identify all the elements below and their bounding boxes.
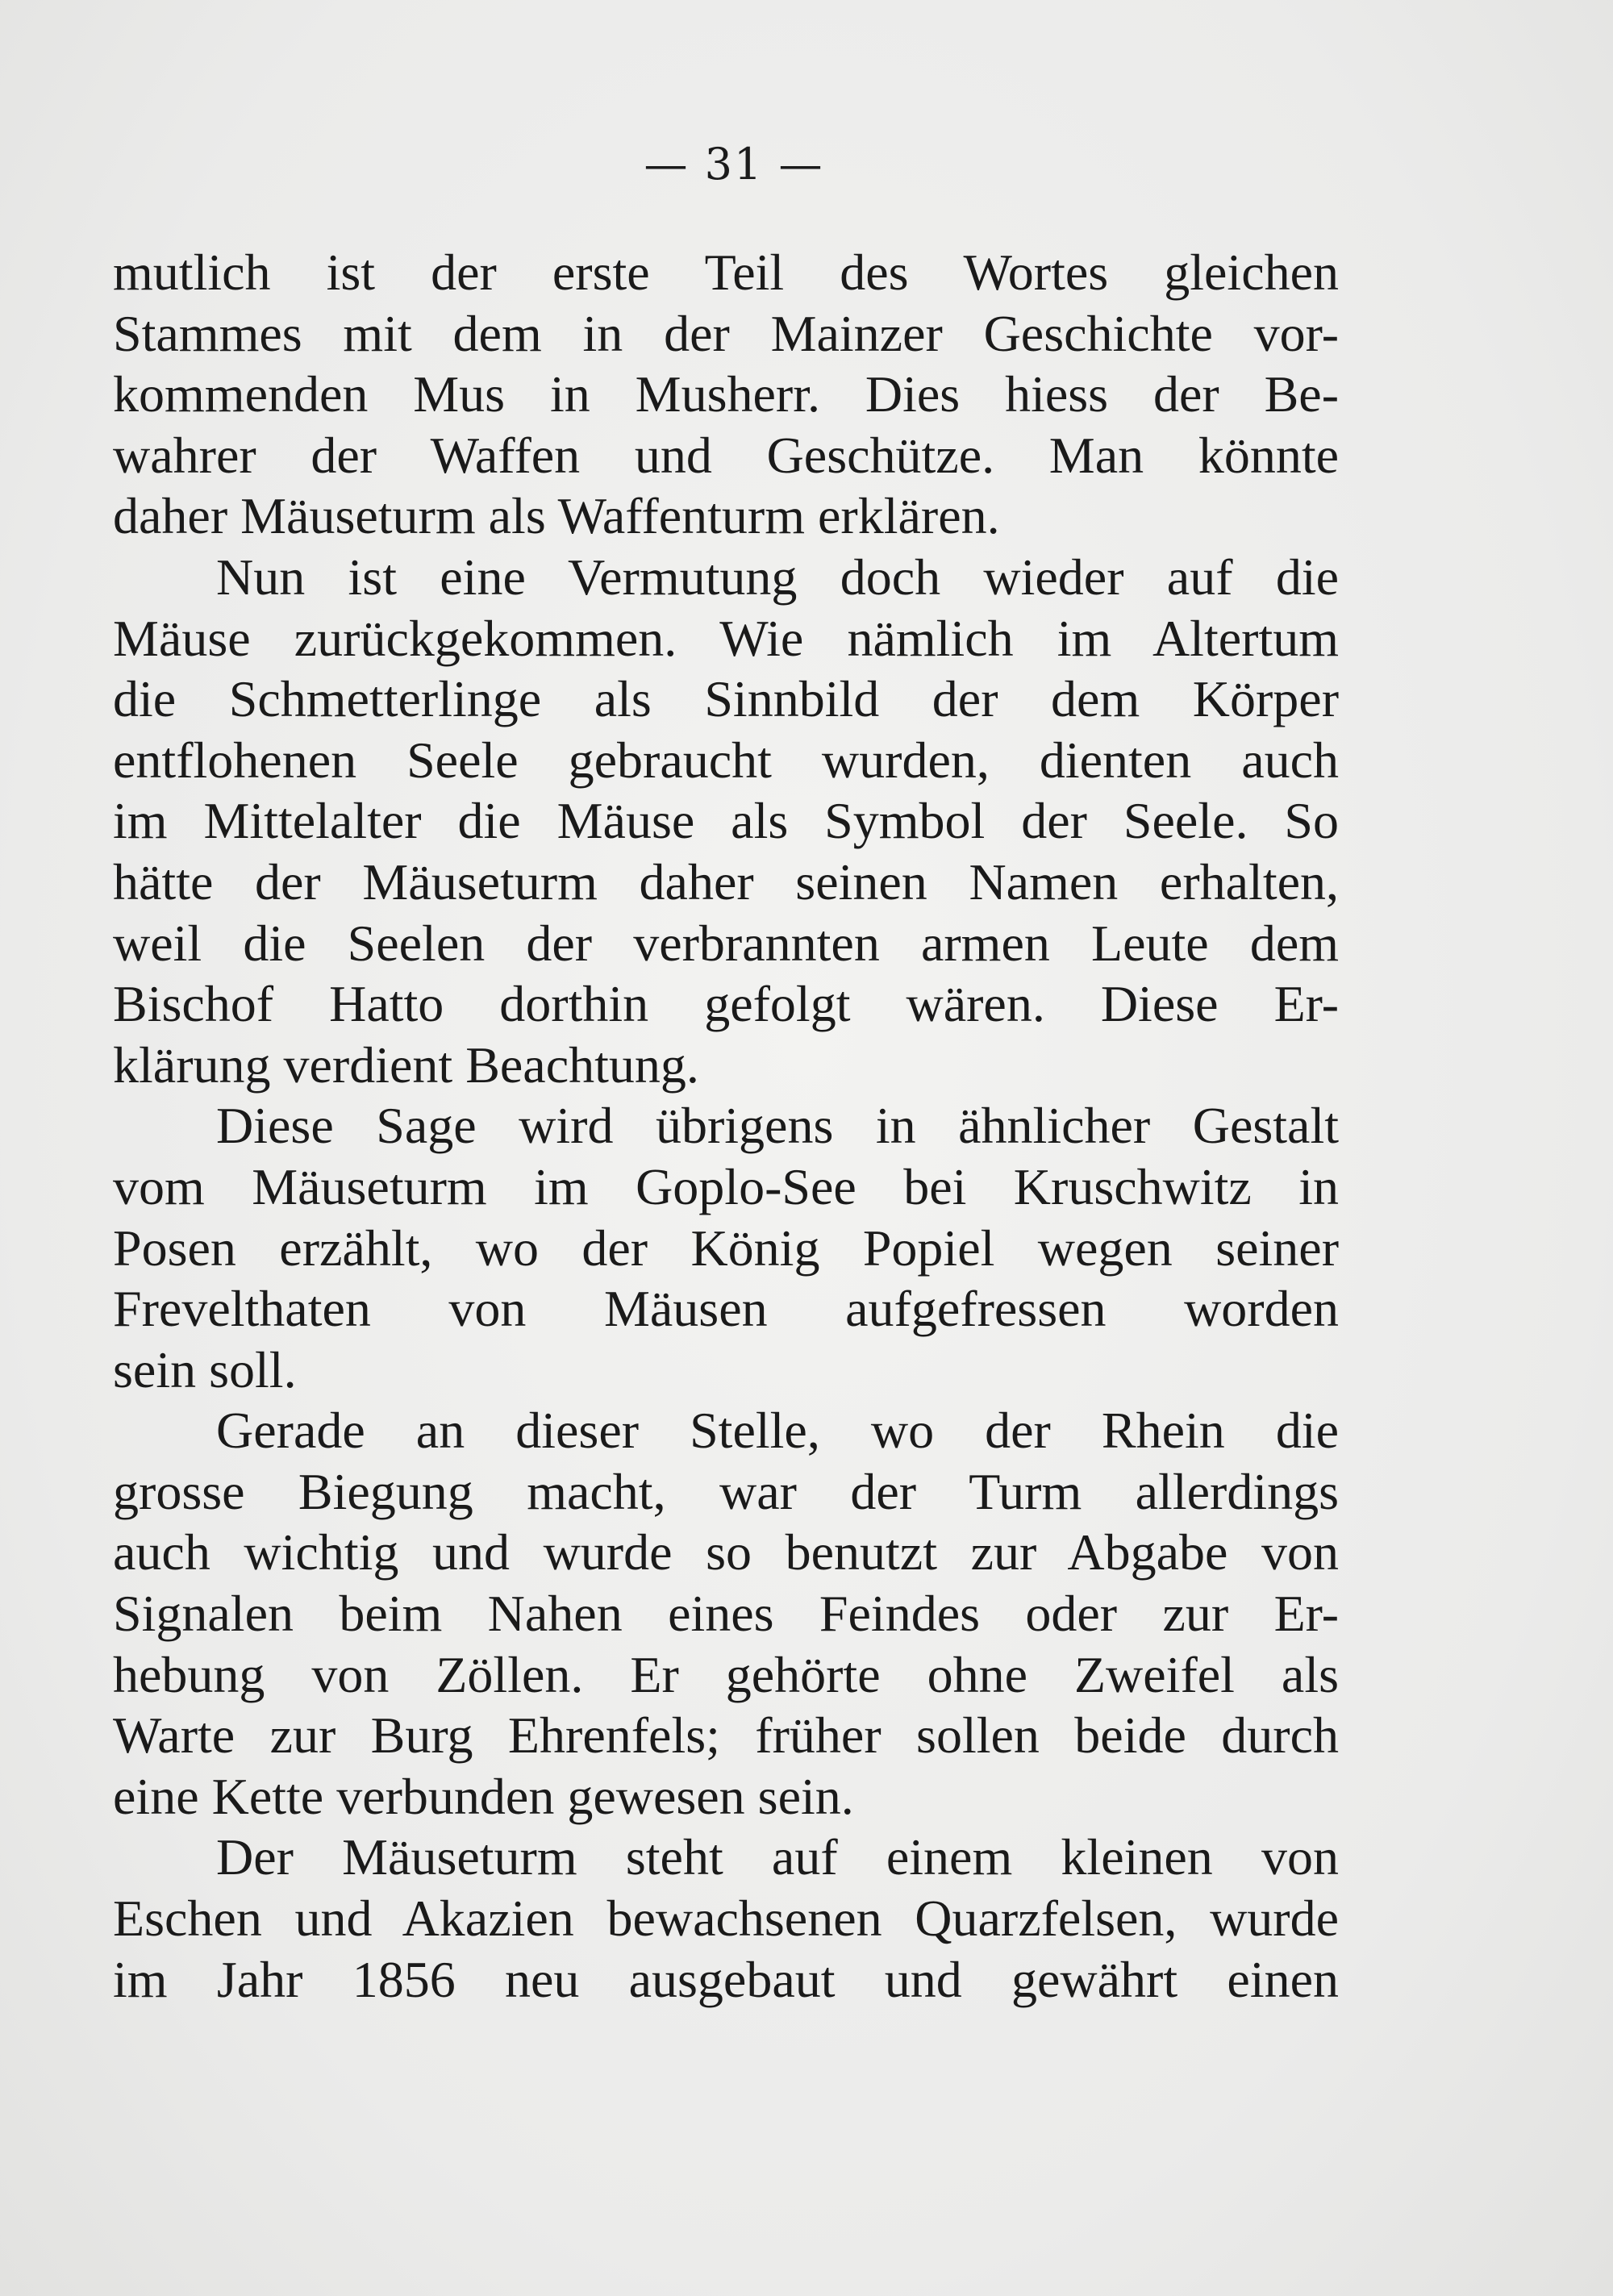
text-line: Stammes mit dem in der Mainzer Geschichte vor- [113, 304, 1339, 362]
text-line: sein soll. [113, 1340, 297, 1398]
text-line: kommenden Mus in Musherr. Dies hiess der Be- [113, 365, 1339, 423]
paragraph-3 [113, 1095, 1339, 1400]
text-line: hebung von Zöllen. Er gehörte ohne Zweifel als [113, 1645, 1339, 1703]
paragraph-5 [113, 1827, 1339, 2010]
text-line: im Mittelalter die Mäuse als Symbol der Seele. So [113, 792, 1339, 850]
text-line: klärung verdient Beachtung. [113, 1035, 699, 1094]
text-line: mutlich ist der erste Teil des Wortes gleichen [113, 244, 1339, 301]
text-line: entflohenen Seele gebraucht wurden, dienten auch [113, 731, 1339, 789]
text-line: Warte zur Burg Ehrenfels; früher sollen beide durch [113, 1706, 1339, 1765]
text-line: hätte der Mäuseturm daher seinen Namen erhalten, [113, 852, 1339, 910]
text-line: weil die Seelen der verbrannten armen Leute dem [113, 914, 1339, 972]
page-number: — 31 — [644, 139, 824, 190]
text-line: Der Mäuseturm steht auf einem kleinen von [216, 1828, 1339, 1886]
text-line: im Jahr 1856 neu ausgebaut und gewährt einen [113, 1950, 1339, 2008]
text-line: Eschen und Akazien bewachsenen Quarzfelsen, wurde [113, 1890, 1339, 1948]
paragraph-2 [113, 547, 1339, 1095]
text-line: Diese Sage wird übrigens in ähnlicher Gestalt [216, 1097, 1339, 1155]
text-line: Posen erzählt, wo der König Popiel wegen seiner [113, 1219, 1339, 1277]
text-line: die Schmetterlinge als Sinnbild der dem Körper [113, 670, 1339, 728]
paragraph-4 [113, 1400, 1339, 1827]
text-line: eine Kette verbunden gewesen sein. [113, 1767, 854, 1825]
text-line: Mäuse zurückgekommen. Wie nämlich im Altertum [113, 609, 1339, 667]
text-line: vom Mäuseturm im Goplo-See bei Kruschwitz in [113, 1157, 1339, 1215]
text-line: wahrer der Waffen und Geschütze. Man könnte [113, 426, 1339, 484]
text-line: Signalen beim Nahen eines Feindes oder zur Er- [113, 1585, 1339, 1643]
text-line: Frevelthaten von Mäusen aufgefressen worden [113, 1280, 1339, 1338]
text-line: Nun ist eine Vermutung doch wieder auf die [216, 548, 1339, 606]
paragraph-1 [113, 242, 1339, 547]
text-line: grosse Biegung macht, war der Turm allerdings [113, 1462, 1339, 1520]
text-line: auch wichtig und wurde so benutzt zur Abgabe von [113, 1523, 1339, 1581]
text-line: daher Mäuseturm als Waffenturm erklären. [113, 487, 1000, 545]
text-line: Bischof Hatto dorthin gefolgt wären. Diese Er- [113, 975, 1339, 1033]
text-line: Gerade an dieser Stelle, wo der Rhein die [216, 1402, 1339, 1460]
body-text [113, 242, 1339, 2010]
